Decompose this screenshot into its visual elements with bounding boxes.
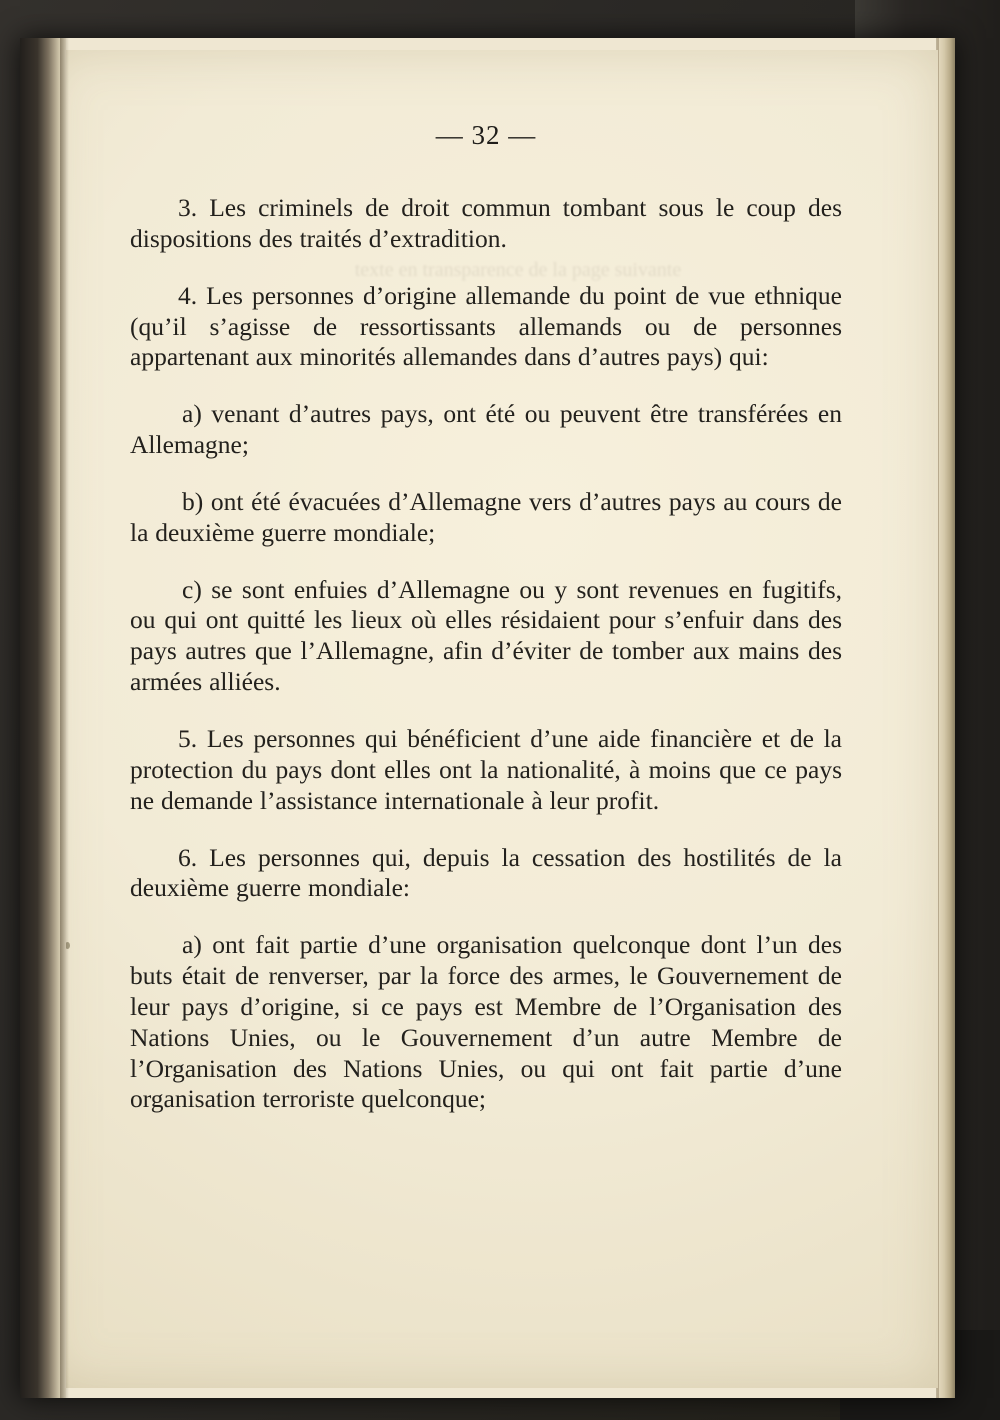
paragraph-item-4b: b) ont été évacuées d’Allemagne vers d’autres pays au cours de la deuxième guerre mondiale; xyxy=(130,486,842,547)
page-number: — 32 — xyxy=(435,120,537,150)
paragraph-item-4: 4. Les personnes d’origine allemande du point de vue ethnique (qu’il s’agisse de ressortissants allemands ou de personnes appartenant aux minorités allemandes dans d’autres pays) qui: xyxy=(130,280,842,372)
paragraph-item-4a: a) venant d’autres pays, ont été ou peuvent être transférées en Allemagne; xyxy=(130,399,842,460)
paragraph-item-4c: c) se sont enfuies d’Allemagne ou y sont revenues en fugitifs, ou qui ont quitté les lieux où elles résidaient pour s’enfuir dans des pays autres que l’Allemagne, afin d’éviter de tomber aux mains des armées alliées. xyxy=(130,574,842,697)
book-fore-edge xyxy=(937,38,955,1398)
paragraph-item-5: 5. Les personnes qui bénéficient d’une aide financière et de la protection du pays dont elles ont la nationalité, à moins que ce pays ne demande l’assistance internationale à leur profit. xyxy=(130,723,842,815)
book-stack xyxy=(20,38,955,1398)
book-gutter-shadow xyxy=(60,38,69,1398)
page-content xyxy=(130,120,842,1141)
show-through-text: texte en transparence de la page suivante xyxy=(354,259,682,281)
paragraph-item-3: 3. Les criminels de droit commun tombant sous le coup des dispositions des traités d’extradition. xyxy=(130,193,842,253)
paragraph-item-6: 6. Les personnes qui, depuis la cessation des hostilités de la deuxième guerre mondiale: xyxy=(130,842,842,903)
paragraph-item-6a: a) ont fait partie d’une organisation quelconque dont l’un des buts était de renverser, par la force des armes, le Gouvernement de leur pays d’origine, si ce pays est Membre de l’Organisation des Nations Unies, ou le Gouvernement d’un autre Membre de l’Organisation des Nations Unies, ou qui ont fait partie d’une organisation terroriste quelconque; xyxy=(130,930,842,1114)
printed-page xyxy=(48,50,938,1388)
